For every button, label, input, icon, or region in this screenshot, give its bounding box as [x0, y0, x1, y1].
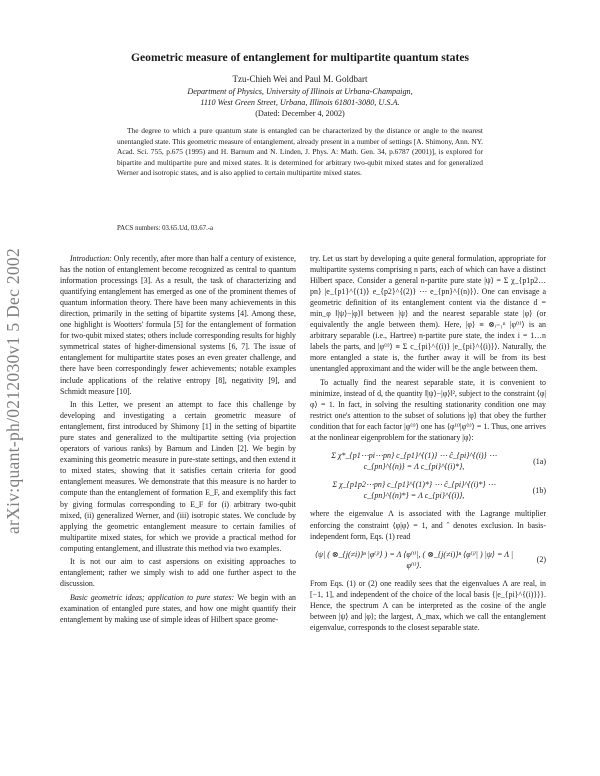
- paragraph-text: We begin with an examination of entangled pure states, and how one might quantify their entanglement by making use of simple ideas of Hilbert space geome-: [60, 592, 296, 624]
- date-line: (Dated: December 4, 2002): [255, 109, 345, 118]
- section-head-introduction: Introduction:: [70, 254, 112, 263]
- paragraph-this-letter: In this Letter, we present an attempt to face this challenge by developing and investigating a certain geometric measure of entanglement, first introduced by Shimony [1] in the setting of bipartite pure states and generalized to the multipartite setting (via projection operators of various ranks) by Barnum and Linden [2]. We begin by examining this geometric measure in pure-state settings, and then extend it to mixed states, showing that it satisfies certain criteria for good entanglement measures. We demonstrate that this measure is no harder to compute than the entanglement of formation E_F, and exemplify this fact by giving formulas corresponding to E_F for (i) arbitrary two-qubit mixed, (ii) generalized Werner, and (iii) isotropic states. We conclude by applying the geometric entanglement measure to certain families of multipartite mixed states, for which we provide a practical method for computing entanglement, and illustrate this method via two examples.: [60, 400, 296, 553]
- equation-2: [310, 549, 546, 571]
- left-column: [60, 253, 296, 625]
- affiliation-line-2: 1110 West Green Street, Urbana, Illinois 61801-3080, U.S.A.: [200, 98, 400, 107]
- section-head-basic-ideas: Basic geometric ideas; application to pure states:: [70, 592, 235, 602]
- arxiv-identifier: arXiv:quant-ph/0212030v1 5 Dec 2002: [3, 247, 23, 535]
- paragraph-spectrum: From Eqs. (1) or (2) one readily sees that the eigenvalues Λ are real, in [−1, 1], and independent of the choice of the local basis {|e_{pi}^{(i)}⟩}. Hence, the spectrum Λ can be interpreted as the cosine of the angle between |ψ⟩ and |φ⟩; the largest, Λ_max, which we call the entanglement eigenvalue, corresponds to the closest separable state.: [310, 578, 546, 632]
- affiliation: [60, 86, 540, 108]
- paragraph-basic-ideas: [60, 592, 296, 625]
- paragraph-aim: It is not our aim to cast aspersions on exisiting approaches to entanglement; rather we simply wish to add one further aspect to the discussion.: [60, 557, 296, 589]
- paragraph-formulation: try. Let us start by developing a quite general formulation, appropriate for multipartite systems comprising n parts, each of which can have a distinct Hilbert space. Consider a general n-partite pure state |ψ⟩ = Σ χ_{p1p2…pn} |e_{p1}^{(1)} e_{p2}^{(2)} ⋯ e_{pn}^{(n)}⟩. One can envisage a geometric definition of its entanglement content via the distance d = min_φ ‖|ψ⟩−|φ⟩‖ between |ψ⟩ and the nearest separable state |φ⟩ (or equivalently the angle between them). Here, |φ⟩ ≡ ⊗ᵢ₌₁ⁿ |φ⁽ⁱ⁾⟩ is an arbitrary separable (i.e., Hartree) n-partite pure state, the index i = 1…n labels the parts, and |φ⁽ⁱ⁾⟩ ≡ Σ c_{pi}^{(i)} |e_{pi}^{(i)}⟩. Naturally, the more entangled a state is, the further away it will be from its best unentangled approximant and the wider will be the angle between them.: [310, 254, 546, 374]
- equation-1b-body: Σ χ_{p1p2⋯pn} c_{p1}^{(1)*} ⋯ ĉ_{pi}^{(i)*} ⋯ c_{pn}^{(n)*} = Λ c_{pi}^{(i)},: [332, 480, 496, 501]
- paragraph-nearest-separable: To actually find the nearest separable state, it is convenient to minimize, instead of d, the quantity ‖|ψ⟩−|φ⟩‖², subject to the constraint ⟨φ|φ⟩ = 1. In fact, in solving the resulting stationarity condition one may restrict one's attention to the subset of solutions |φ⟩ that obey the further condition that for each factor |φ⁽ⁱ⁾⟩ one has ⟨φ⁽ⁱ⁾|φ⁽ⁱ⁾⟩ = 1. Thus, one arrives at the nonlinear eigenproblem for the stationary |φ⟩:: [310, 378, 546, 443]
- paper-authors: Tzu-Chieh Wei and Paul M. Goldbart: [232, 74, 368, 84]
- equation-1b-number: (1b): [532, 485, 546, 495]
- equation-1b: [310, 479, 546, 501]
- paragraph-text: Only recently, after more than half a century of existence, has the notion of entanglement become recognized as central to quantum information processings [3]. As a result, the task of characterizing and quantifying entanglement has emerged as one of the prominent themes of quantum information theory. There have been many achievements in this direction, primarily in the setting of bipartite systems [4]. Among these, one highlight is Wootters' formula [5] for the entanglement of formation for two-qubit mixed states; others include corresponding results for highly symmetrical states of higher-dimensional systems [6, 7]. The issue of entanglement for multipartite states poses an even greater challenge, and there have been correspondingly fewer achievements; notable examples include applications of the relative entropy [8], negativity [9], and Schmidt measure [10].: [60, 254, 296, 396]
- equation-2-number: (2): [536, 555, 546, 565]
- pacs-numbers: PACS numbers: 03.65.Ud, 03.67.-a: [117, 225, 214, 232]
- paper-title: Geometric measure of entanglement for multipartite quantum states: [131, 51, 469, 64]
- right-column: [310, 253, 546, 633]
- equation-1a-body: Σ χ*_{p1⋯pi⋯pn} c_{p1}^{(1)} ⋯ ĉ_{pi}^{(i)} ⋯ c_{pn}^{(n)} = Λ c_{pi}^{(i)*},: [331, 451, 497, 472]
- equation-1a: [310, 450, 546, 472]
- abstract: The degree to which a pure quantum state is entangled can be characterized by the distance or angle to the nearest unentangled state. This geometric measure of entanglement, already present in a number of settings [A. Shimony, Ann. NY. Acad. Sci. 755, p.675 (1995) and H. Barnum and N. Linden, J. Phys. A: Math. Gen. 34, p.6787 (2001)], is explored for bipartite and multipartite pure and mixed states. It is determined for arbitrary two-qubit mixed states and for generalized Werner and isotropic states, and is also applied to certain multipartite mixed states.: [117, 126, 483, 177]
- affiliation-line-1: Department of Physics, University of Illinois at Urbana-Champaign,: [187, 87, 413, 96]
- paragraph-eigenvalue: where the eigenvalue Λ is associated with the Lagrange multiplier enforcing the constraint ⟨φ|φ⟩ = 1, and ˆ denotes exclusion. In basis-independent form, Eqs. (1) read: [310, 509, 546, 541]
- equation-1a-number: (1a): [533, 456, 546, 466]
- equation-2-body: ⟨ψ| ( ⊗_{j(≠i)}ⁿ |φ⁽ʲ⁾⟩ ) = Λ ⟨φ⁽ⁱ⁾|, ( ⊗_{j(≠i)}ⁿ ⟨φ⁽ʲ⁾| ) |ψ⟩ = Λ |φ⁽ⁱ⁾⟩.: [314, 549, 514, 570]
- paragraph-introduction: [60, 253, 296, 397]
